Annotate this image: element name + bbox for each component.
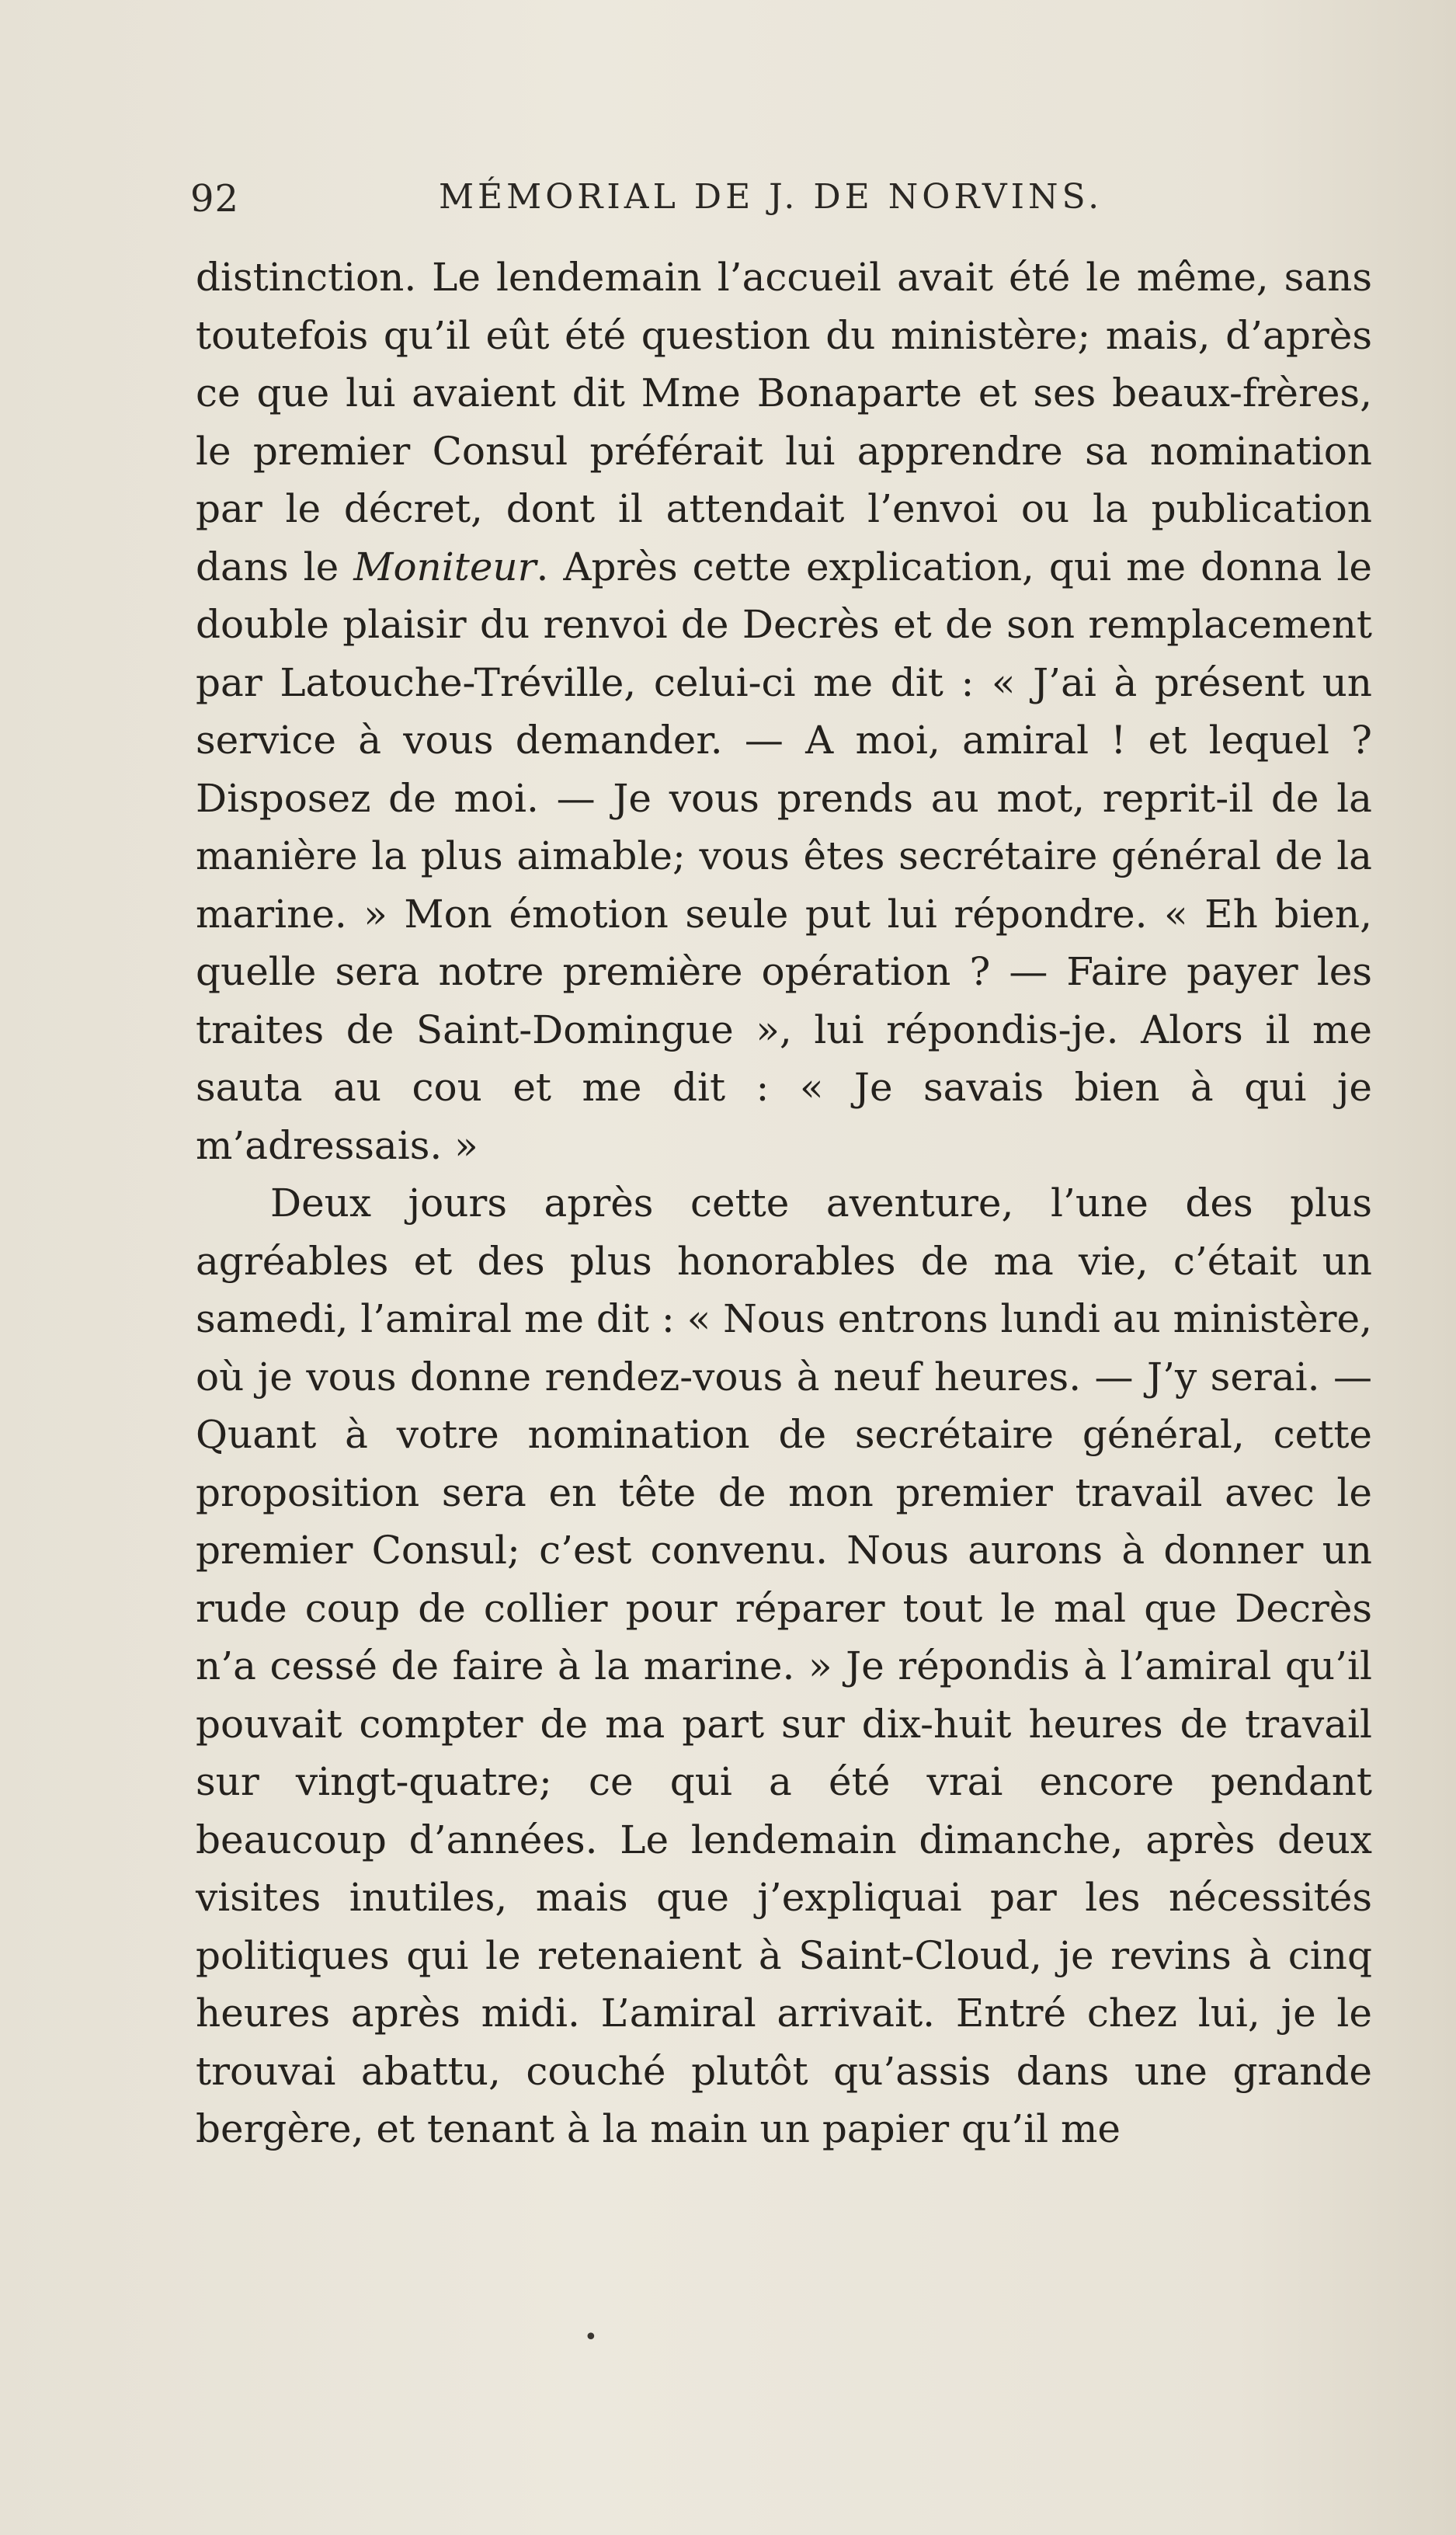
running-title: MÉMORIAL DE J. DE NORVINS. [439, 177, 1103, 217]
newspaper-title: Moniteur [353, 544, 537, 589]
footer-mark: • [584, 2324, 598, 2351]
paragraph-1-text-b: . Après cette explication, qui me donna le double plaisir du renvoi de Decrès et de son remplacement par Latouche-Tréville, celui-ci me dit : « J’ai à présent un service à vous demander. — A moi, amiral ! et lequel ? Disposez de moi. — Je vous prends au mot, reprit-il de la manière la plus aimable; vous êtes secrétaire général de la marine. » Mon émotion seule put lui répondre. « Eh bien, quelle sera notre première opération ? — Faire payer les traites de Saint-Domingue », lui répondis-je. Alors il me sauta au cou et me dit : « Je savais bien à qui je m’adressais. » [196, 544, 1372, 1168]
body-text [196, 249, 1372, 2158]
page-header [190, 177, 1378, 247]
paragraph-2: Deux jours après cette aventure, l’une des plus agréables et des plus honorables de ma vie, c’était un samedi, l’amiral me dit : « Nous entrons lundi au ministère, où je vous donne rendez-vous à neuf heures. — J’y serai. — Quant à votre nomination de secrétaire général, cette proposition sera en tête de mon premier travail avec le premier Consul; c’est convenu. Nous aurons à donner un rude coup de collier pour réparer tout le mal que Decrès n’a cessé de faire à la marine. » Je répondis à l’amiral qu’il pouvait compter de ma part sur dix-huit heures de travail sur vingt-quatre; ce qui a été vrai encore pendant beaucoup d’années. Le lendemain dimanche, après deux visites inutiles, mais que j’expliquai par les nécessités politiques qui le retenaient à Saint-Cloud, je revins à cinq heures après midi. L’amiral arrivait. Entré chez lui, je le trouvai abattu, couché plutôt qu’assis dans une grande bergère, et tenant à la main un papier qu’il me [196, 1181, 1372, 2151]
page-number: 92 [190, 177, 240, 221]
paragraph-1 [196, 249, 1372, 1174]
paragraph-1-text-a: distinction. Le lendemain l’accueil avait été le même, sans toutefois qu’il eût été question du ministère; mais, d’après ce que lui avaient dit Mme Bonaparte et ses beaux-frères, le premier Consul préférait lui apprendre sa nomination par le décret, dont il attendait l’envoi ou la publication dans le [196, 255, 1372, 589]
